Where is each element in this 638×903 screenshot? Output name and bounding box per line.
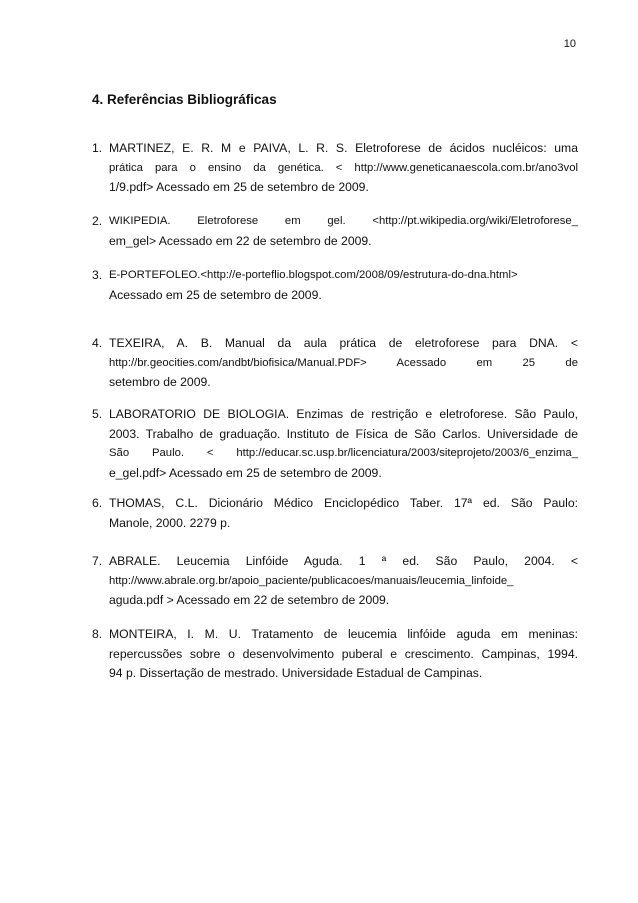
- reference-item: [92, 494, 578, 533]
- reference-line: E-PORTEFOLEO.<http://e-porteflio.blogspot.com/2008/09/estrutura-do-dna.html>: [109, 269, 518, 281]
- reference-text: [109, 266, 578, 305]
- reference-number: 2.: [92, 214, 103, 228]
- page-number: 10: [563, 38, 576, 50]
- reference-number: 6.: [92, 496, 103, 510]
- reference-line: WIKIPEDIA. Eletroforese em gel. <http://pt.wikipedia.org/wiki/Eletroforese_: [109, 215, 578, 227]
- reference-item: [92, 334, 578, 393]
- reference-item: [92, 139, 578, 198]
- reference-text: [109, 625, 578, 684]
- reference-text: [109, 212, 578, 251]
- reference-line: TEXEIRA, A. B. Manual da aula prática de eletroforese para DNA. <: [109, 336, 578, 350]
- reference-item: [92, 625, 578, 684]
- reference-text: [109, 405, 578, 483]
- reference-number: 1.: [92, 141, 103, 155]
- reference-item: [92, 266, 578, 305]
- reference-line: MONTEIRA, I. M. U. Tratamento de leucemia linfóide aguda em meninas:: [109, 627, 578, 641]
- reference-line: ABRALE. Leucemia Linfóide Aguda. 1 ª ed. São Paulo, 2004. <: [109, 554, 578, 568]
- reference-text: [109, 552, 578, 611]
- reference-text: [109, 494, 578, 533]
- reference-item: [92, 212, 578, 251]
- reference-line: LABORATORIO DE BIOLOGIA. Enzimas de restrição e eletroforese. São Paulo,: [109, 407, 578, 421]
- reference-text: [109, 334, 578, 393]
- reference-line: Acessado em 25 de setembro de 2009.: [109, 287, 322, 302]
- reference-line: 1/9.pdf> Acessado em 25 de setembro de 2009.: [109, 180, 369, 194]
- reference-line: prática para o ensino da genética. < http://www.geneticanaescola.com.br/ano3vol: [109, 161, 578, 174]
- reference-line: Manole, 2000. 2279 p.: [109, 515, 231, 530]
- reference-line: aguda.pdf > Acessado em 22 de setembro de 2009.: [109, 593, 390, 607]
- reference-line: repercussões sobre o desenvolvimento puberal e crescimento. Campinas, 1994.: [109, 646, 578, 661]
- reference-line: 2003. Trabalho de graduação. Instituto de Física de São Carlos. Universidade de: [109, 426, 578, 441]
- reference-number: 3.: [92, 268, 103, 282]
- reference-number: 5.: [92, 407, 103, 421]
- reference-number: 8.: [92, 627, 103, 641]
- reference-number: 7.: [92, 554, 103, 568]
- reference-number: 4.: [92, 336, 103, 350]
- reference-text: [109, 139, 578, 198]
- reference-item: [92, 405, 578, 483]
- reference-line: MARTINEZ, E. R. M e PAIVA, L. R. S. Eletroforese de ácidos nucléicos: uma: [109, 141, 578, 155]
- reference-line: 94 p. Dissertação de mestrado. Universidade Estadual de Campinas.: [109, 666, 483, 680]
- reference-line: São Paulo. < http://educar.sc.usp.br/licenciatura/2003/siteprojeto/2003/6_enzima_: [109, 447, 578, 459]
- section-title: 4. Referências Bibliográficas: [92, 92, 277, 107]
- reference-line: setembro de 2009.: [109, 375, 211, 389]
- reference-line: em_gel> Acessado em 22 de setembro de 2009.: [109, 233, 372, 248]
- reference-line: http://br.geocities.com/andbt/biofisica/Manual.PDF> Acessado em 25 de: [109, 356, 578, 369]
- reference-line: e_gel.pdf> Acessado em 25 de setembro de 2009.: [109, 465, 382, 480]
- reference-line: THOMAS, C.L. Dicionário Médico Enciclopédico Taber. 17ª ed. São Paulo:: [109, 496, 578, 510]
- reference-item: [92, 552, 578, 611]
- reference-line: http://www.abrale.org.br/apoio_paciente/publicacoes/manuais/leucemia_linfoide_: [109, 574, 514, 587]
